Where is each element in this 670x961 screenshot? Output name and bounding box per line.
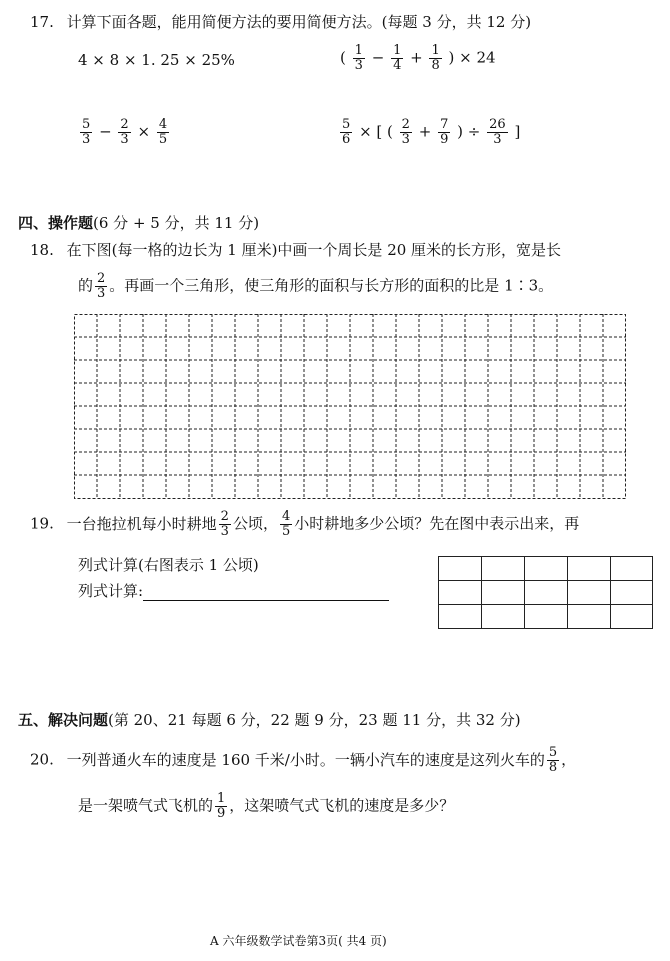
q17-text: 计算下面各题，能用简便方法的要用简便方法。(每题 3 分，共 12 分)	[66, 13, 532, 31]
expr-b-open: (	[340, 48, 346, 67]
q17-expr-c	[78, 118, 171, 147]
fraction: $\frac{7}{9}$	[440, 117, 449, 147]
q20-line2	[78, 792, 454, 821]
expr-b-close: ) × 24	[448, 48, 496, 67]
fraction: $\frac{2}{3}$	[220, 509, 229, 539]
operator: +	[418, 122, 432, 141]
q20-text-2b: ，这架喷气式飞机的速度是多少？	[229, 796, 455, 815]
q19-number: 19.	[30, 514, 54, 533]
operator: −	[99, 122, 112, 141]
section5-score: (第 20、21 每题 6 分，22 题 9 分，23 题 11 分，共 32 分)	[108, 711, 521, 729]
fraction: $\frac{1}{3}$	[354, 43, 363, 73]
q19-text-1b: 公顷，	[232, 514, 278, 533]
q18-drawing-grid[interactable]	[74, 314, 626, 500]
q18-text-2a: 的	[78, 276, 94, 295]
fraction: $\frac{2}{3}$	[97, 271, 106, 301]
operator: ×	[137, 122, 151, 141]
fraction: $\frac{4}{5}$	[158, 117, 168, 147]
expr-d-close: ]	[514, 122, 521, 141]
q18-text-1: 在下图(每一格的边长为 1 厘米)中画一个周长是 20 厘米的长方形，宽是长	[66, 241, 562, 259]
q17-expr-b	[340, 44, 496, 73]
q17-expr-a: 4 × 8 × 1. 25 × 25%	[78, 51, 235, 69]
q17-number: 17.	[30, 13, 54, 31]
fraction: $\frac{1}{4}$	[393, 43, 402, 73]
section4-heading: 四、操作题	[18, 214, 94, 232]
fraction: $\frac{4}{5}$	[281, 509, 291, 539]
fraction: $\frac{1}{8}$	[431, 43, 440, 73]
q20-number: 20.	[30, 750, 54, 769]
section4-score: (6 分 + 5 分，共 11 分)	[93, 214, 260, 232]
q17-line	[30, 12, 531, 32]
operator: +	[410, 48, 423, 67]
q18-line2	[78, 272, 553, 301]
fraction: $\frac{5}{6}$	[342, 117, 351, 147]
q19-text-1c: 小时耕地多少公顷？先在图中表示出来，再	[294, 514, 580, 533]
q19-line3	[78, 581, 389, 601]
q19-answer-blank[interactable]	[143, 586, 389, 601]
operator: × [ (	[359, 122, 393, 141]
fraction: $\frac{2}{3}$	[120, 117, 129, 147]
q17-expr-d	[338, 118, 520, 147]
q19-line2: 列式计算(右图表示 1 公顷)	[78, 556, 259, 574]
fraction: $\frac{1}{9}$	[217, 791, 226, 821]
q20-text-1a: 一列普通火车的速度是 160 千米/小时。一辆小汽车的速度是这列火车的	[66, 750, 545, 769]
q18-text-2b: 。再画一个三角形，使三角形的面积与长方形的面积的比是 1∶3。	[109, 276, 554, 295]
fraction: $\frac{26}{3}$	[489, 117, 506, 147]
section4-heading-line	[18, 213, 259, 233]
q19-hectare-grid[interactable]	[438, 556, 654, 630]
q20-text-2a: 是一架喷气式飞机的	[78, 796, 214, 815]
q19-line1	[30, 510, 579, 539]
operator: ) ÷	[457, 122, 481, 141]
page-footer: A 六年级数学试卷第3页( 共4 页)	[210, 934, 387, 948]
operator: −	[371, 48, 385, 67]
q19-text-1a: 一台拖拉机每小时耕地	[66, 514, 217, 533]
fraction: $\frac{5}{8}$	[548, 745, 558, 775]
q18-line1	[30, 240, 561, 260]
fraction: $\frac{2}{3}$	[401, 117, 410, 147]
section5-heading-line	[18, 710, 521, 730]
q20-line1	[30, 746, 576, 775]
section5-heading: 五、解决问题	[18, 711, 109, 729]
q18-number: 18.	[30, 241, 54, 259]
fraction: $\frac{5}{3}$	[82, 117, 91, 147]
q19-answer-label: 列式计算:	[78, 582, 144, 600]
q20-text-1b: ，	[561, 750, 577, 769]
